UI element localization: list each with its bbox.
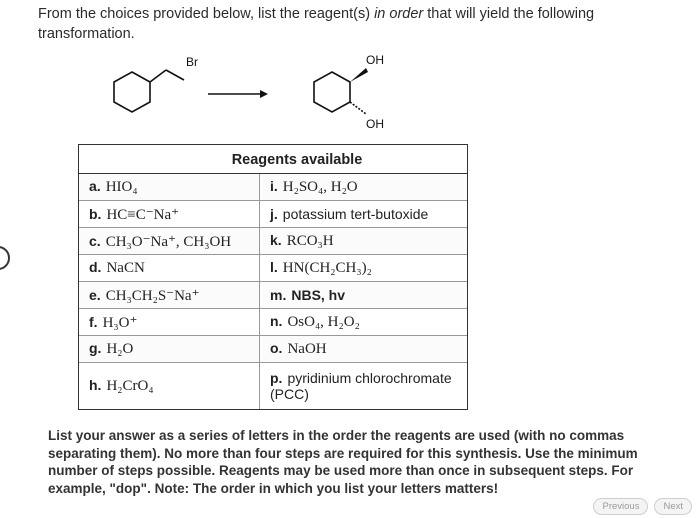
table-row	[79, 282, 467, 309]
reagent-formula: H₂CrO₄	[106, 378, 154, 394]
reagent-formula: H₃O⁺	[102, 314, 138, 331]
reagent-letter: l.	[270, 259, 278, 275]
question-prompt	[38, 4, 678, 44]
product-oh-top-label: OH	[366, 53, 384, 67]
reagent-cell	[79, 309, 260, 336]
reagent-letter: f.	[89, 313, 98, 330]
table-row	[79, 336, 467, 363]
reagent-formula: HC≡C⁻Na⁺	[106, 206, 180, 223]
reagent-formula: CH₃O⁻Na⁺, CH₃OH	[105, 233, 232, 250]
reaction-arrow-head	[260, 90, 268, 98]
reagents-heading: Reagents available	[79, 145, 467, 174]
reagent-formula: CH₃CH₂S⁻Na⁺	[105, 287, 200, 304]
reagent-letter: d.	[89, 259, 102, 275]
reagent-cell	[260, 174, 468, 201]
reagent-letter: i.	[270, 178, 278, 194]
reagent-formula: HN(CH₂CH₃)₂	[282, 260, 372, 276]
previous-button[interactable]: Previous	[593, 498, 648, 515]
product-oh-bottom-label: OH	[366, 117, 384, 131]
question-navigation	[593, 498, 692, 515]
reaction-scheme	[100, 48, 420, 140]
reagent-cell	[79, 336, 260, 363]
reagent-name: potassium tert-butoxide	[282, 206, 429, 222]
question-text-2: that will yield the following transformation.	[38, 6, 595, 42]
reactant-ch2-bond	[166, 70, 184, 80]
reagent-letter: a.	[89, 178, 101, 194]
table-row	[79, 174, 467, 201]
reagent-letter: c.	[89, 232, 101, 249]
reagent-cell	[79, 201, 260, 228]
reagent-formula: NaOH	[287, 341, 327, 357]
product-bond-bottom	[350, 102, 366, 114]
reaction-diagram	[100, 48, 420, 140]
reagent-formula: RCO₃H	[286, 233, 334, 249]
question-emphasis: in order	[374, 6, 424, 22]
table-row	[79, 309, 467, 336]
reagent-cell	[79, 282, 260, 309]
reagent-formula: HIO₄	[105, 179, 138, 195]
reagent-cell	[260, 336, 468, 363]
reagent-name: pyridinium chlorochromate (PCC)	[270, 370, 452, 402]
product-wedge-top	[350, 68, 368, 82]
reagent-cell	[79, 255, 260, 282]
table-row	[79, 201, 467, 228]
reagent-cell	[260, 228, 468, 255]
reagent-letter: k.	[270, 232, 282, 248]
reagent-cell	[260, 309, 468, 336]
reagents-table	[78, 144, 468, 410]
reagent-letter: j.	[270, 206, 278, 222]
reagent-letter: o.	[270, 340, 283, 356]
reactant-ring	[114, 72, 150, 112]
reagent-letter: m.	[270, 287, 287, 303]
reagent-letter: e.	[89, 286, 101, 303]
reagent-name: NBS, hv	[291, 287, 346, 303]
reagent-cell	[260, 282, 468, 309]
table-row	[79, 228, 467, 255]
question-text-1: From the choices provided below, list the reagent(s)	[38, 6, 375, 22]
reagent-cell	[260, 255, 468, 282]
side-panel-handle[interactable]	[0, 246, 10, 270]
table-row	[79, 363, 467, 410]
reactant-bond	[150, 70, 166, 82]
reactant-br-label: Br	[186, 55, 198, 69]
reagent-letter: h.	[89, 377, 102, 393]
reagent-cell	[260, 363, 468, 410]
reagents-grid	[79, 174, 467, 409]
reagent-cell	[79, 228, 260, 255]
reagent-formula: NaCN	[106, 260, 145, 276]
reagent-letter: n.	[270, 313, 283, 329]
table-row	[79, 255, 467, 282]
product-ring	[314, 72, 350, 112]
reagent-letter: b.	[89, 205, 102, 222]
reagent-formula: H₂SO₄, H₂O	[282, 179, 358, 195]
reagent-letter: g.	[89, 340, 102, 356]
reagent-cell	[79, 363, 260, 410]
answer-instructions: List your answer as a series of letters in the order the reagents are used (with no commas separating them). No more than four steps are required for this synthesis. Use the minimum number of steps possible. Reagents may be used more than once in subsequent steps. For example, "dop". Note: The order in which you list your letters matters!	[48, 428, 638, 496]
reagent-letter: p.	[270, 370, 283, 386]
reagent-cell	[79, 174, 260, 201]
reagent-cell	[260, 201, 468, 228]
reagent-formula: OsO₄, H₂O₂	[287, 314, 360, 330]
next-button[interactable]: Next	[654, 498, 692, 515]
reagent-formula: H₂O	[106, 341, 134, 357]
